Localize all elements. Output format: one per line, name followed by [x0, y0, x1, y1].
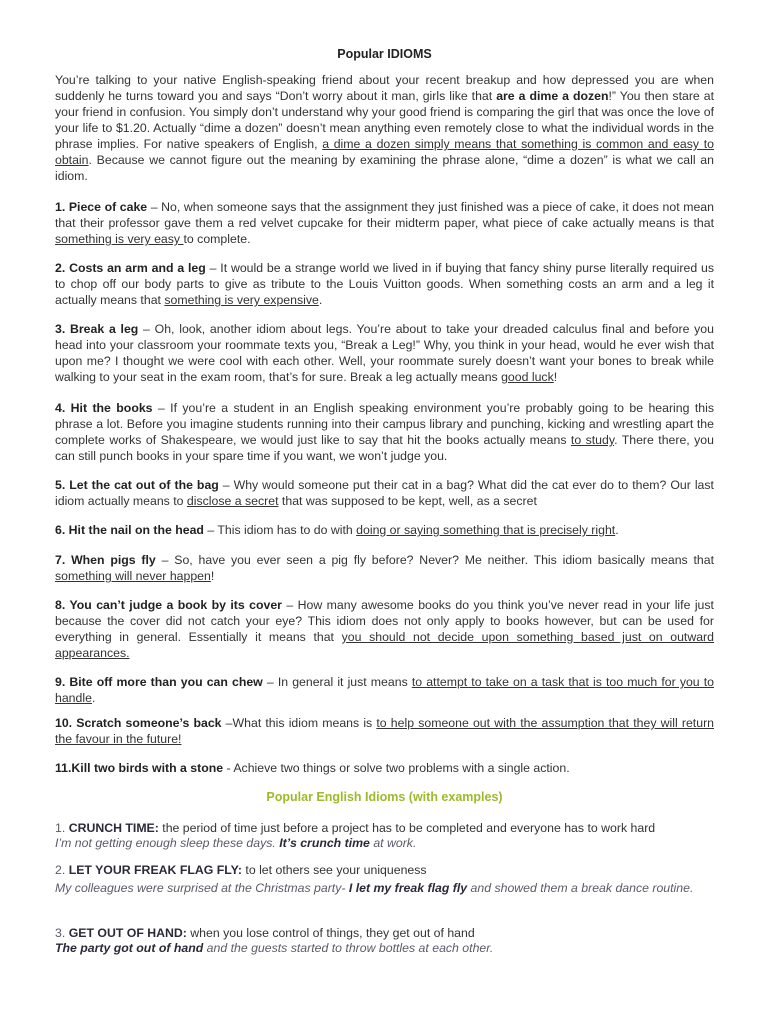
- idiom-7: 7. When pigs fly – So, have you ever seen a pig fly before? Never? Me neither. This idiom basically means that something will never happen!: [55, 553, 714, 583]
- idiom-2: 2. Costs an arm and a leg – It would be a strange world we lived in if buying that fancy shiny purse literally required us to chop off our body parts to give as tribute to the Louis Vuitton goods. When something costs an arm and a leg it actually means that something is very expensive.: [55, 261, 714, 307]
- intro-paragraph: You’re talking to your native English-speaking friend about your recent breakup and how depressed you are when suddenly he turns toward you and says “Don’t worry about it man, girls like that are a dime a dozen!” You then stare at your friend in confusion. You simply don’t understand why your good friend is comparing the girl that was once the love of your life to $1.20. Actually “dime a dozen” doesn’t mean anything even remotely close to what the individual words in the phrase implies. For native speakers of English, a dime a dozen simply means that something is common and easy to obtain. Because we cannot figure out the meaning by examining the phrase alone, “dime a dozen” is what we call an idiom.: [55, 73, 715, 183]
- idiom-11: 11.Kill two birds with a stone - Achieve two things or solve two problems with a single action.: [55, 761, 570, 775]
- example-3: 3. GET OUT OF HAND: when you lose control of things, they get out of hand The party got out of hand and the guests started to throw bottles at each other.: [55, 926, 494, 955]
- idiom-10: 10. Scratch someone’s back –What this idiom means is to help someone out with the assumption that they will return the favour in the future!: [55, 716, 714, 746]
- idiom-9: 9. Bite off more than you can chew – In general it just means to attempt to take on a task that is too much for you to handle.: [55, 675, 715, 705]
- example-2: 2. LET YOUR FREAK FLAG FLY: to let others see your uniqueness My colleagues were surprised at the Christmas party- I let my freak flag fly and showed them a break dance routine.: [55, 863, 694, 895]
- idiom-5: 5. Let the cat out of the bag – Why would someone put their cat in a bag? What did the cat ever do to them? Our last idiom actually means to disclose a secret that was supposed to be kept, well, as a secret: [55, 478, 714, 508]
- idiom-4: 4. Hit the books – If you’re a student in an English speaking environment you’re probably going to be hearing this phrase a lot. Before you imagine students running into their campus library and punching, kicking and wrestling apart the complete works of Shakespeare, we would just like to say that hit the books actually means to study. There there, you can still punch books in your spare time if you want, we won’t judge you.: [55, 401, 714, 463]
- examples-heading: Popular English Idioms (with examples): [266, 790, 503, 804]
- idiom-3: 3. Break a leg – Oh, look, another idiom about legs. You’re about to take your dreaded calculus final and before you head into your classroom your roommate texts you, “Break a Leg!” Why, you think in your head, would he ever wish that upon me? I thought we were cool with each other. Well, your roommate surely doesn’t want your bones to break while walking to your seat in the exam room, that’s for sure. Break a leg actually means good luck!: [55, 322, 714, 384]
- page-title: Popular IDIOMS: [337, 47, 432, 61]
- idiom-8: 8. You can’t judge a book by its cover – How many awesome books do you think you’ve never read in your life just because the cover did not catch your eye? This idiom does not only apply to books however, but can be used for everything in general. Essentially it means that you should not decide upon something based just on outward appearances.: [55, 598, 714, 660]
- idiom-1: 1. Piece of cake – No, when someone says that the assignment they just finished was a piece of cake, it does not mean that their professor gave them a red velvet cupcake for their midterm paper, what piece of cake actually means is that something is very easy to complete.: [55, 200, 714, 246]
- example-1: 1. CRUNCH TIME: the period of time just before a project has to be completed and everyone has to work hard I’m not getting enough sleep these days. It’s crunch time at work.: [55, 821, 656, 850]
- idiom-6: 6. Hit the nail on the head – This idiom has to do with doing or saying something that is precisely right.: [55, 523, 619, 537]
